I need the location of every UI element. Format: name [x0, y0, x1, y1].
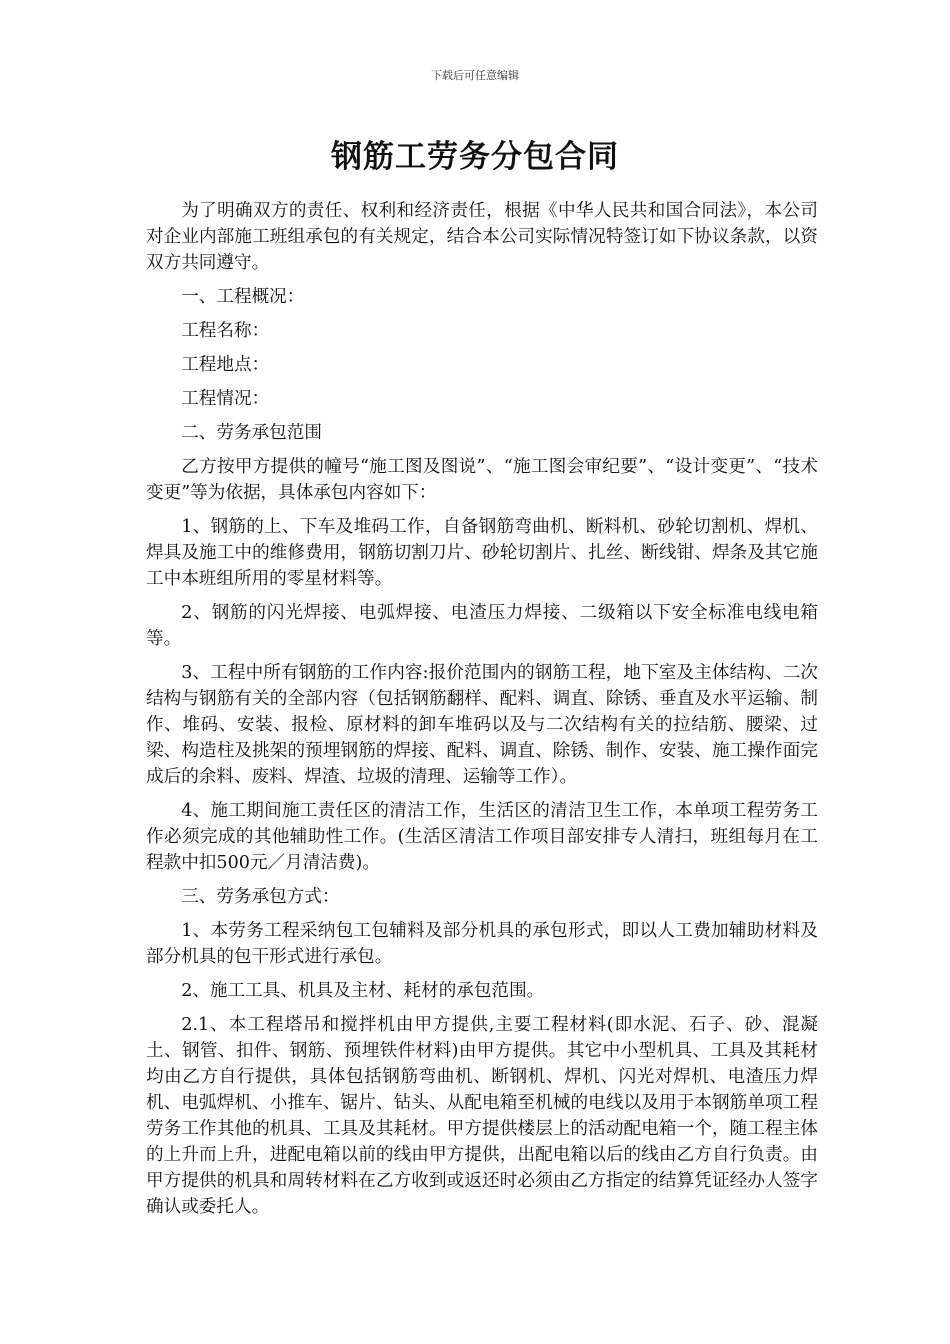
section-heading-project-overview: 一、工程概况：: [181, 287, 305, 307]
paragraph-method-item-2-1: 2.1、本工程塔吊和搅拌机由甲方提供,主要工程材料(即水泥、石子、砂、混凝土、钢管、扣件、钢筋、预埋铁件材料)由甲方提供。其它中小型机具、工具及其耗材均由乙方自行提供，具体包括钢筋弯曲机、断钢机、焊机、闪光对焊机、电渣压力焊机、电弧焊机、小推车、锯片、钻头、从配电箱至机械的电线以及用于本钢筋单项工程劳务工作其他的机具、工具及其耗材。甲方提供楼层上的活动配电箱一个，随工程主体的上升而上升，进配电箱以前的线由甲方提供，出配电箱以后的线由乙方自行负责。由甲方提供的机具和周转材料在乙方收到或返还时必须由乙方指定的结算凭证经办人签字确认或委托人。: [146, 1015, 818, 1217]
paragraph-method-item-1: 1、本劳务工程采纳包工包辅料及部分机具的承包形式，即以人工费加辅助材料及部分机具的包干形式进行承包。: [146, 921, 818, 967]
section-heading-scope: 二、劳务承包范围: [181, 423, 322, 443]
field-project-location: 工程地点：: [181, 355, 270, 375]
section-heading-contract-method: 三、劳务承包方式：: [181, 887, 340, 907]
field-project-name: 工程名称：: [181, 321, 270, 341]
paragraph-intro: 为了明确双方的责任、权利和经济责任，根据《中华人民共和国合同法》，本公司对企业内部施工班组承包的有关规定，结合本公司实际情况特签订如下协议条款，以资双方共同遵守。: [146, 201, 818, 273]
paragraph-scope-item-2: 2、钢筋的闪光焊接、电弧焊接、电渣压力焊接、二级箱以下安全标准电线电箱等。: [146, 603, 818, 649]
header-note: 下载后可任意编辑: [431, 69, 519, 82]
document-title: 钢筋工劳务分包合同: [331, 139, 619, 175]
field-project-status: 工程情况：: [181, 389, 270, 409]
paragraph-method-item-2: 2、施工工具、机具及主材、耗材的承包范围。: [181, 981, 545, 1001]
paragraph-scope-item-4: 4、施工期间施工责任区的清洁工作，生活区的清洁卫生工作，本单项工程劳务工作必须完成的其他辅助性工作。(生活区清洁工作项目部安排专人清扫，班组每月在工程款中扣500元／月清洁费)。: [146, 801, 818, 873]
paragraph-scope-item-1: 1、钢筋的上、下车及堆码工作，自备钢筋弯曲机、断料机、砂轮切割机、焊机、焊具及施工中的维修费用，钢筋切割刀片、砂轮切割片、扎丝、断线钳、焊条及其它施工中本班组所用的零星材料等。: [146, 517, 818, 589]
document-body: [146, 198, 818, 1228]
paragraph-scope-basis: 乙方按甲方提供的幢号“施工图及图说”、“施工图会审纪要”、“设计变更”、“技术变更”等为依据，具体承包内容如下：: [146, 457, 818, 503]
paragraph-scope-item-3: 3、工程中所有钢筋的工作内容:报价范围内的钢筋工程，地下室及主体结构、二次结构与钢筋有关的全部内容（包括钢筋翻样、配料、调直、除锈、垂直及水平运输、制作、堆码、安装、报检、原材料的卸车堆码以及与二次结构有关的拉结筋、腰梁、过梁、构造柱及挑架的预埋钢筋的焊接、配料、调直、除锈、制作、安装、施工操作面完成后的余料、废料、焊渣、垃圾的清理、运输等工作）。: [146, 663, 818, 787]
